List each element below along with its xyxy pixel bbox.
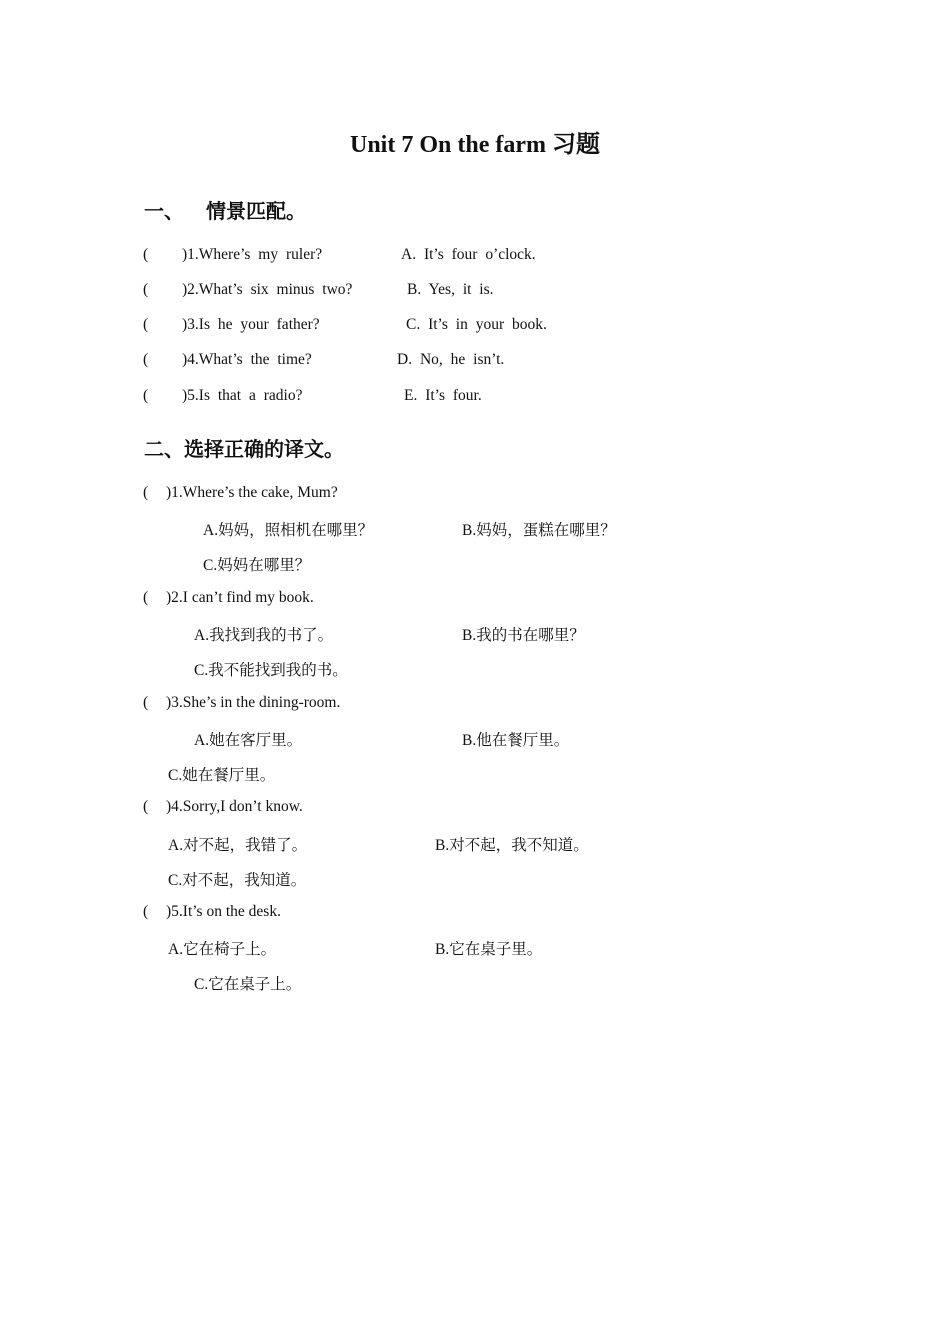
- matching-question-1: )1.Where’s my ruler?: [182, 246, 323, 263]
- option-4a: A.对不起，我错了。: [168, 837, 308, 854]
- matching-answer-d: D. No, he isn’t.: [397, 351, 505, 368]
- translation-question-2: )2.I can’t find my book.: [166, 589, 314, 606]
- answer-paren-q2[interactable]: (: [143, 589, 149, 606]
- matching-question-4: )4.What’s the time?: [182, 351, 312, 368]
- option-5a: A.它在椅子上。: [168, 941, 277, 958]
- matching-question-3: )3.Is he your father?: [182, 316, 320, 333]
- answer-paren-q5[interactable]: (: [143, 903, 149, 920]
- matching-answer-a: A. It’s four o’clock.: [401, 246, 536, 263]
- answer-paren-2[interactable]: (: [143, 281, 149, 298]
- translation-question-5: )5.It’s on the desk.: [166, 903, 281, 920]
- option-2b: B.我的书在哪里？: [462, 627, 585, 644]
- matching-answer-e: E. It’s four.: [404, 387, 482, 404]
- matching-answer-c: C. It’s in your book.: [406, 316, 547, 333]
- answer-paren-q4[interactable]: (: [143, 798, 149, 815]
- option-2a: A.我找到我的书了。: [194, 627, 334, 644]
- section1-heading-number: 一、: [144, 199, 184, 223]
- option-3a: A.她在客厅里。: [194, 732, 303, 749]
- option-1a: A.妈妈，照相机在哪里？: [203, 522, 374, 539]
- matching-question-2: )2.What’s six minus two?: [182, 281, 353, 298]
- answer-paren-q3[interactable]: (: [143, 694, 149, 711]
- answer-paren-3[interactable]: (: [143, 316, 149, 333]
- option-1b: B.妈妈，蛋糕在哪里？: [462, 522, 616, 539]
- page-title: Unit 7 On the farm 习题: [350, 132, 600, 158]
- matching-answer-b: B. Yes, it is.: [407, 281, 494, 298]
- translation-question-3: )3.She’s in the dining-room.: [166, 694, 341, 711]
- section1-heading-text: 情景匹配。: [206, 199, 306, 223]
- option-4b: B.对不起，我不知道。: [435, 837, 589, 854]
- matching-question-5: )5.Is that a radio?: [182, 387, 303, 404]
- option-5b: B.它在桌子里。: [435, 941, 543, 958]
- answer-paren-q1[interactable]: (: [143, 484, 149, 501]
- section2-heading: 二、选择正确的译文。: [144, 437, 344, 461]
- option-1c: C.妈妈在哪里？: [203, 557, 311, 574]
- option-3c: C.她在餐厅里。: [168, 767, 276, 784]
- option-5c: C.它在桌子上。: [194, 976, 302, 993]
- answer-paren-5[interactable]: (: [143, 387, 149, 404]
- option-4c: C.对不起，我知道。: [168, 872, 307, 889]
- answer-paren-1[interactable]: (: [143, 246, 149, 263]
- section1-heading: [144, 195, 306, 224]
- option-2c: C.我不能找到我的书。: [194, 662, 348, 679]
- answer-paren-4[interactable]: (: [143, 351, 149, 368]
- translation-question-4: )4.Sorry,I don’t know.: [166, 798, 303, 815]
- option-3b: B.他在餐厅里。: [462, 732, 570, 749]
- translation-question-1: )1.Where’s the cake, Mum?: [166, 484, 338, 501]
